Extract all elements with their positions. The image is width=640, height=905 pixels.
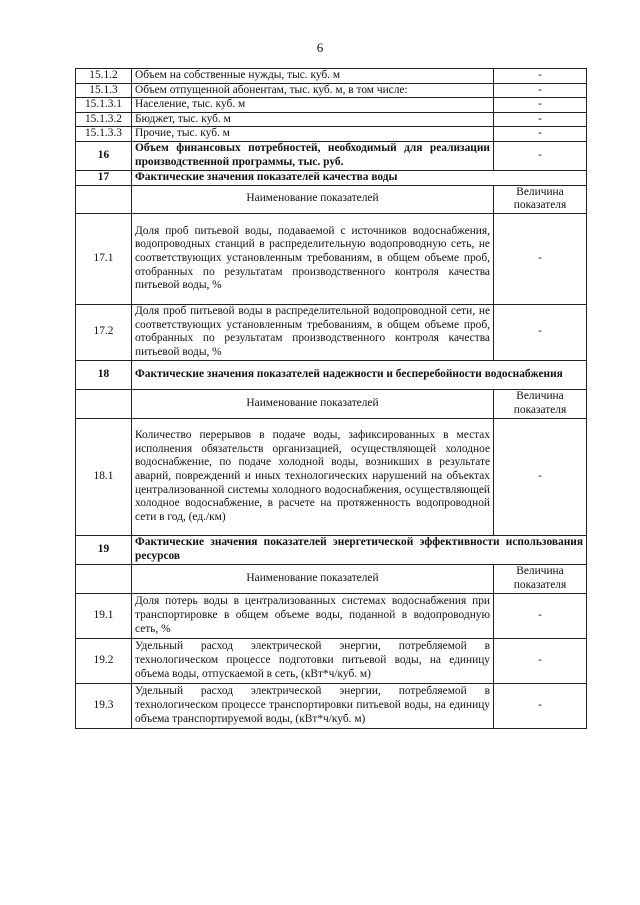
- row-value: -: [494, 638, 587, 683]
- row-description: Доля потерь воды в централизованных системах водоснабжения при транспортировке в общем объеме воды, поданной в водопроводную сеть, %: [132, 593, 494, 638]
- row-number: 18.1: [76, 418, 132, 535]
- header-value: Величина показателя: [494, 389, 587, 418]
- table-row: [76, 304, 587, 360]
- section-row-17: [76, 170, 587, 185]
- row-value: -: [494, 141, 587, 170]
- section-number: 19: [76, 535, 132, 564]
- header-empty: [76, 389, 132, 418]
- table-row: [76, 638, 587, 683]
- row-description: Доля проб питьевой воды, подаваемой с источников водоснабжения, водопроводных станций в распределительную водопроводную сеть, не соответствующих установленным требованиям, в общем объеме проб, отобранных по результатам производственного контроля качества питьевой воды, %: [132, 213, 494, 304]
- table-row: [76, 213, 587, 304]
- row-number: 15.1.3: [76, 83, 132, 98]
- row-number: 19.2: [76, 638, 132, 683]
- section-title: Фактические значения показателей энергетической эффективности использования ресурсов: [132, 535, 587, 564]
- section-row-18: [76, 360, 587, 389]
- row-description: Удельный расход электрической энергии, потребляемой в технологическом процессе транспортировки питьевой воды, на единицу объема транспортируемой воды, (кВт*ч/куб. м): [132, 683, 494, 728]
- section-row-19: [76, 535, 587, 564]
- row-value: -: [494, 83, 587, 98]
- row-value: -: [494, 98, 587, 113]
- row-number: 17.1: [76, 213, 132, 304]
- section-title: Фактические значения показателей надежности и бесперебойности водоснабжения: [132, 360, 587, 389]
- header-empty: [76, 564, 132, 593]
- row-value: -: [494, 213, 587, 304]
- row-value: -: [494, 593, 587, 638]
- row-value: -: [494, 418, 587, 535]
- header-row: [76, 564, 587, 593]
- row-value: -: [494, 683, 587, 728]
- header-empty: [76, 185, 132, 213]
- page-number: 6: [316, 40, 324, 55]
- row-description: Объем финансовых потребностей, необходимый для реализации производственной программы, тыс. руб.: [132, 141, 494, 170]
- row-value: -: [494, 127, 587, 142]
- table-row: [76, 683, 587, 728]
- row-number: 17.2: [76, 304, 132, 360]
- row-description: Объем на собственные нужды, тыс. куб. м: [132, 69, 494, 84]
- table-row: [76, 593, 587, 638]
- table-row: [76, 112, 587, 127]
- row-description: Доля проб питьевой воды в распределительной водопроводной сети, не соответствующих установленным требованиям, в общем объеме проб, отобранных по результатам производственного контроля качества питьевой воды, %: [132, 304, 494, 360]
- row-value: -: [494, 69, 587, 84]
- section-title: Фактические значения показателей качества воды: [132, 170, 587, 185]
- row-number: 15.1.2: [76, 69, 132, 84]
- table-row: [76, 141, 587, 170]
- row-number: 19.3: [76, 683, 132, 728]
- table-row: [76, 127, 587, 142]
- header-row: [76, 185, 587, 213]
- header-name: Наименование показателей: [132, 185, 494, 213]
- header-row: [76, 389, 587, 418]
- table-row: [76, 418, 587, 535]
- header-value: Величина показателя: [494, 564, 587, 593]
- section-number: 17: [76, 170, 132, 185]
- table-row: [76, 98, 587, 113]
- row-number: 15.1.3.1: [76, 98, 132, 113]
- row-number: 19.1: [76, 593, 132, 638]
- row-description: Население, тыс. куб. м: [132, 98, 494, 113]
- row-description: Удельный расход электрической энергии, потребляемой в технологическом процессе подготовки питьевой воды, на единицу объема воды, отпускаемой в сеть, (кВт*ч/куб. м): [132, 638, 494, 683]
- table-row: [76, 69, 587, 84]
- row-description: Объем отпущенной абонентам, тыс. куб. м, в том числе:: [132, 83, 494, 98]
- row-number: 15.1.3.2: [76, 112, 132, 127]
- row-value: -: [494, 112, 587, 127]
- section-number: 18: [76, 360, 132, 389]
- indicators-table: [75, 68, 587, 729]
- table-row: [76, 83, 587, 98]
- header-name: Наименование показателей: [132, 564, 494, 593]
- header-name: Наименование показателей: [132, 389, 494, 418]
- row-number: 15.1.3.3: [76, 127, 132, 142]
- header-value: Величина показателя: [494, 185, 587, 213]
- row-description: Количество перерывов в подаче воды, зафиксированных в местах исполнения обязательств организацией, осуществляющей холодное водоснабжение, по подаче холодной воды, возникших в результате аварий, повреждений и иных технологических нарушений на объектах централизованной системы холодного водоснабжения, осуществляющей холодное водоснабжение, в расчете на протяженность водопроводной сети в год, (ед./км): [132, 418, 494, 535]
- row-description: Бюджет, тыс. куб. м: [132, 112, 494, 127]
- row-number: 16: [76, 141, 132, 170]
- row-value: -: [494, 304, 587, 360]
- row-description: Прочие, тыс. куб. м: [132, 127, 494, 142]
